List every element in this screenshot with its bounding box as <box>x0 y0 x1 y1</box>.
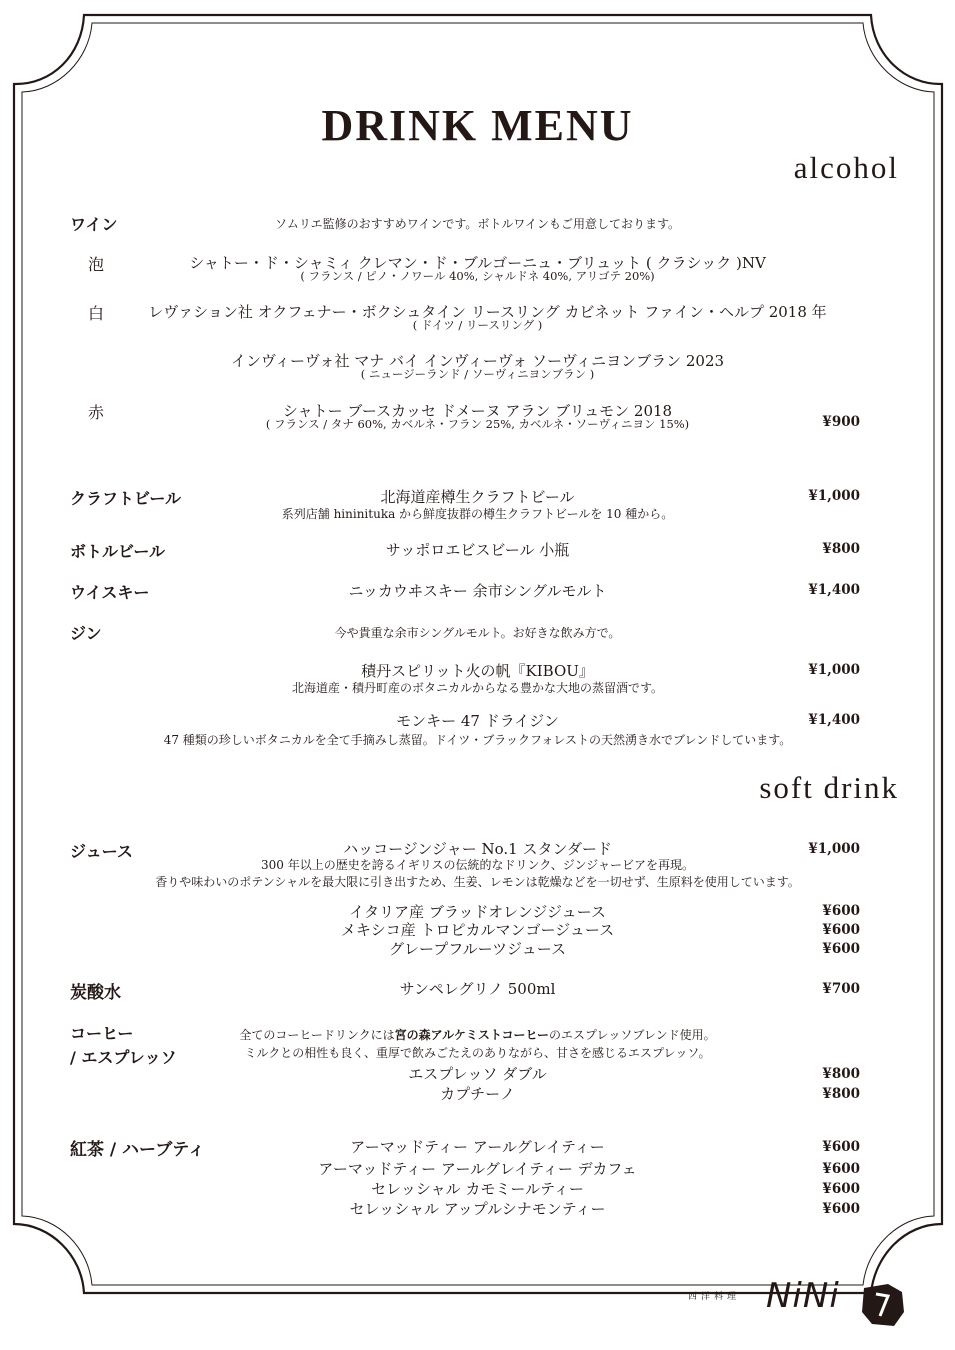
juice-item1-desc1: 300 年以上の歴史を誇るイギリスの伝統的なドリンク、ジンジャービアを再現。 <box>261 858 694 872</box>
wine-red-label: 赤 <box>88 403 105 422</box>
coffee-desc1-pre: 全てのコーヒードリンクには <box>239 1028 395 1042</box>
wine-intro: ソムリエ監修のおすすめワインです。ボトルワインもご用意しております。 <box>274 217 681 231</box>
juice-item-name: イタリア産 ブラッドオレンジジュース <box>349 903 606 921</box>
tea-item-name: アーマッドティー アールグレイティー デカフェ <box>318 1160 637 1178</box>
wine-price: ¥900 <box>822 414 860 430</box>
juice-item-price: ¥600 <box>822 922 860 938</box>
tea-item-price: ¥600 <box>822 1181 860 1197</box>
soda-price: ¥700 <box>822 981 860 997</box>
tea-item-price: ¥600 <box>822 1201 860 1217</box>
juice-item-price: ¥600 <box>822 903 860 919</box>
wine-sparkling-label: 泡 <box>88 255 105 274</box>
section-alcohol-heading: alcohol <box>793 150 899 185</box>
bottle-beer-name: サッポロエビスビール 小瓶 <box>385 541 570 559</box>
whisky-name: ニッカウヰスキー 余市シングルモルト <box>348 582 607 600</box>
craft-beer-desc: 系列店舗 hininituka から鮮度抜群の樽生クラフトビールを 10 種から。 <box>281 507 674 521</box>
category-coffee: コーヒー <box>70 1024 134 1043</box>
craft-beer-price: ¥1,000 <box>808 488 860 504</box>
gin-item1-price: ¥1,000 <box>808 662 860 678</box>
soda-name: サンペレグリノ 500ml <box>399 980 556 998</box>
gin-intro: 今や貴重な余市シングルモルト。お好きな飲み方で。 <box>334 626 621 640</box>
wine-white2-name: インヴィーヴォ社 マナ バイ インヴィーヴォ ソーヴィニヨンブラン 2023 <box>230 352 725 370</box>
category-tea: 紅茶 / ハーブティ <box>70 1140 205 1160</box>
juice-item-price: ¥600 <box>822 941 860 957</box>
tea-item-price: ¥600 <box>822 1161 860 1177</box>
section-soft-drink-heading: soft drink <box>759 770 899 805</box>
tea-item-name: セレッシャル カモミールティー <box>371 1180 584 1198</box>
wine-white2-note: ( ニュージーランド / ソーヴィニヨンブラン ) <box>360 367 595 381</box>
craft-beer-name: 北海道産樽生クラフトビール <box>380 488 575 506</box>
wine-sparkling-note: ( フランス / ピノ・ノワール 40%, シャルドネ 40%, アリゴテ 20%) <box>300 269 655 283</box>
coffee-desc1 <box>0 1026 955 1043</box>
coffee-item-name: カプチーノ <box>440 1085 515 1103</box>
wine-white-label: 白 <box>88 304 105 323</box>
juice-item-name: グレープフルーツジュース <box>388 940 566 958</box>
gin-item2-price: ¥1,400 <box>808 712 860 728</box>
bottle-beer-price: ¥800 <box>822 541 860 557</box>
wine-red-note: ( フランス / タナ 60%, カベルネ・フラン 25%, カベルネ・ソーヴィニヨン 15%) <box>265 417 690 431</box>
coffee-item-name: エスプレッソ ダブル <box>408 1065 547 1083</box>
tea-item-name: アーマッドティー アールグレイティー <box>350 1138 605 1156</box>
page-title: DRINK MENU <box>321 101 634 150</box>
coffee-item-price: ¥800 <box>822 1086 860 1102</box>
brand-logo-text: NiNi <box>766 1276 840 1316</box>
category-whisky: ウイスキー <box>70 583 150 602</box>
category-bottle-beer: ボトルビール <box>70 542 166 561</box>
category-craft-beer: クラフトビール <box>70 489 182 508</box>
brand-subtitle: 西洋料理 <box>688 1292 741 1302</box>
category-soda: 炭酸水 <box>70 983 121 1003</box>
coffee-desc1-post: のエスプレッソブレンド使用。 <box>548 1028 716 1042</box>
coffee-desc2: ミルクとの相性も良く、重厚で飲みごたえのありながら、甘さを感じるエスプレッソ。 <box>244 1046 711 1060</box>
category-espresso: / エスプレッソ <box>70 1048 177 1067</box>
gin-item2-desc: 47 種類の珍しいボタニカルを全て手摘みし蒸留。ドイツ・ブラックフォレストの天然湧き水でブレンドしています。 <box>163 733 792 747</box>
gin-item1-name: 積丹スピリット火の帆『KIBOU』 <box>361 662 594 680</box>
wine-sparkling-name: シャトー・ド・シャミィ クレマン・ド・ブルゴーニュ・ブリュット ( クラシック )NV <box>189 254 766 272</box>
coffee-roaster-name: 宮の森アルケミストコーヒー <box>394 1028 549 1042</box>
wine-red-name: シャトー ブースカッセ ドメーヌ アラン ブリュモン 2018 <box>282 402 673 420</box>
coffee-item-price: ¥800 <box>822 1066 860 1082</box>
category-gin: ジン <box>70 624 102 643</box>
gin-item2-name: モンキー 47 ドライジン <box>396 712 559 730</box>
juice-item1-price: ¥1,000 <box>808 841 860 857</box>
juice-item1-name: ハッコージンジャー No.1 スタンダード <box>343 840 612 858</box>
category-wine: ワイン <box>70 215 118 234</box>
juice-item-name: メキシコ産 トロピカルマンゴージュース <box>340 921 615 939</box>
tea-item-name: セレッシャル アップルシナモンティー <box>349 1200 606 1218</box>
tea-item-price: ¥600 <box>822 1139 860 1155</box>
wine-white1-name: レヴァション社 オクフェナー・ボクシュタイン リースリング カビネット ファイン・ヘルプ 2018 年 <box>148 303 827 321</box>
whisky-price: ¥1,400 <box>808 582 860 598</box>
gin-item1-desc: 北海道産・積丹町産のボタニカルからなる豊かな大地の蒸留酒です。 <box>291 681 664 695</box>
category-juice: ジュース <box>70 842 133 861</box>
brand-logo-mark-icon <box>858 1282 906 1328</box>
wine-white1-note: ( ドイツ / リースリング ) <box>412 318 543 332</box>
juice-item1-desc2: 香りや味わいのポテンシャルを最大限に引き出すため、生姜、レモンは乾燥などを一切せず、生原料を使用しています。 <box>155 875 800 889</box>
